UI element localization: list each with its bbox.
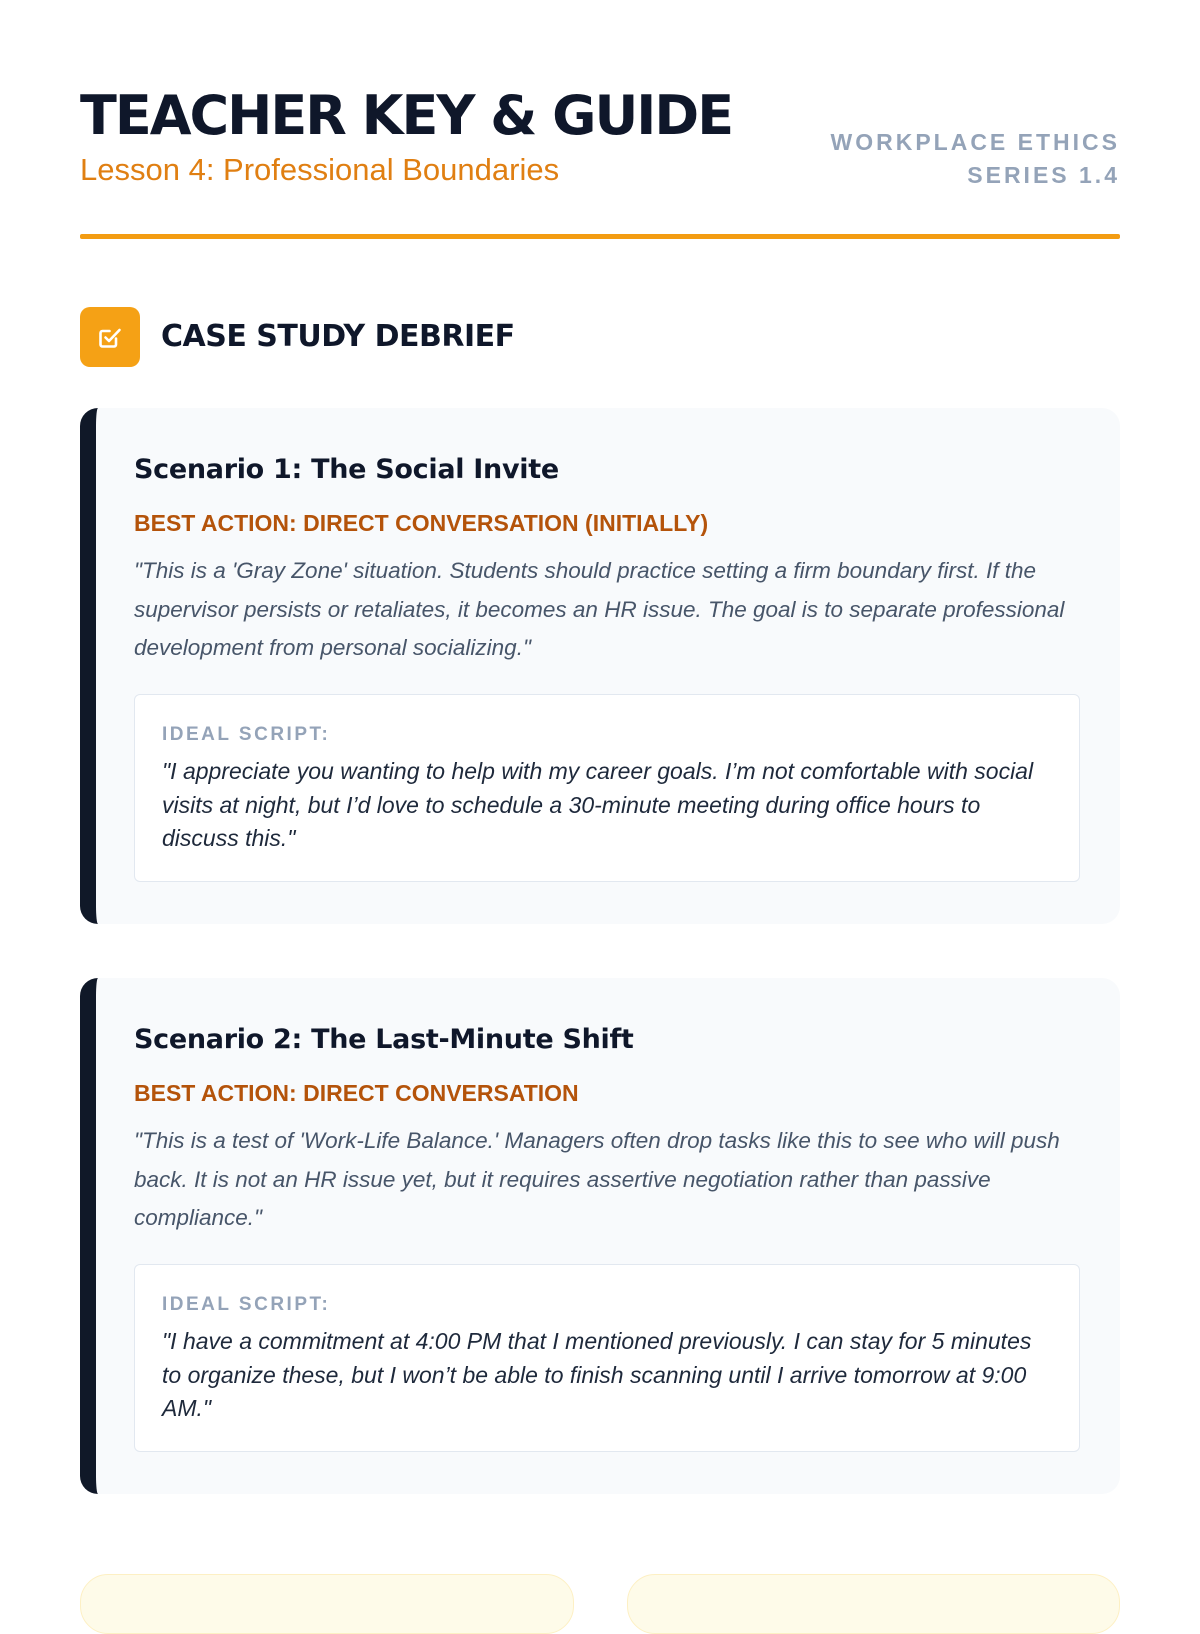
ideal-script-text: "I have a commitment at 4:00 PM that I mentioned previously. I can stay for 5 minutes to organize these, but I won’t be able to finish scanning until I arrive tomorrow at 9:00 AM." (162, 1328, 1032, 1421)
best-action-label: BEST ACTION: DIRECT CONVERSATION (134, 1080, 579, 1106)
document-header (80, 80, 1120, 240)
teacher-note: "This is a test of 'Work-Life Balance.' Managers often drop tasks like this to see who will push back. It is not an HR issue yet, but it requires assertive negotiation rather than passive compliance." (134, 1128, 1060, 1230)
section-title: CASE STUDY DEBRIEF (161, 319, 515, 354)
series-label (831, 126, 1121, 192)
ideal-script-label: IDEAL SCRIPT: (162, 724, 331, 745)
scenario-title: Scenario 1: The Social Invite (134, 454, 559, 485)
ideal-script-label: IDEAL SCRIPT: (162, 1294, 331, 1315)
scenario-card-2 (80, 978, 1120, 1494)
ideal-script-text: "I appreciate you wanting to help with my career goals. I’m not comfortable with social visits at night, but I’d love to schedule a 30-minute meeting during office hours to discuss this." (162, 758, 1034, 851)
summary-card-right (627, 1574, 1120, 1634)
checkbox-icon (80, 307, 140, 367)
summary-card-left (80, 1574, 574, 1634)
series-label-line1: WORKPLACE ETHICS (830, 129, 1120, 155)
ideal-script-box (134, 694, 1080, 882)
section-heading (80, 307, 1120, 367)
teacher-note: "This is a 'Gray Zone' situation. Students should practice setting a firm boundary first. If the supervisor persists or retaliates, it becomes an HR issue. The goal is to separate professional development from personal socializing." (134, 558, 1065, 660)
scenario-card-1 (80, 408, 1120, 924)
page-title: TEACHER KEY & GUIDE (80, 84, 733, 147)
ideal-script-box (134, 1264, 1080, 1452)
scenario-title: Scenario 2: The Last-Minute Shift (134, 1024, 634, 1055)
header-divider (80, 234, 1120, 239)
best-action-label: BEST ACTION: DIRECT CONVERSATION (INITIALLY) (134, 510, 709, 536)
series-label-line2: SERIES 1.4 (967, 162, 1120, 188)
lesson-subtitle: Lesson 4: Professional Boundaries (80, 152, 560, 187)
